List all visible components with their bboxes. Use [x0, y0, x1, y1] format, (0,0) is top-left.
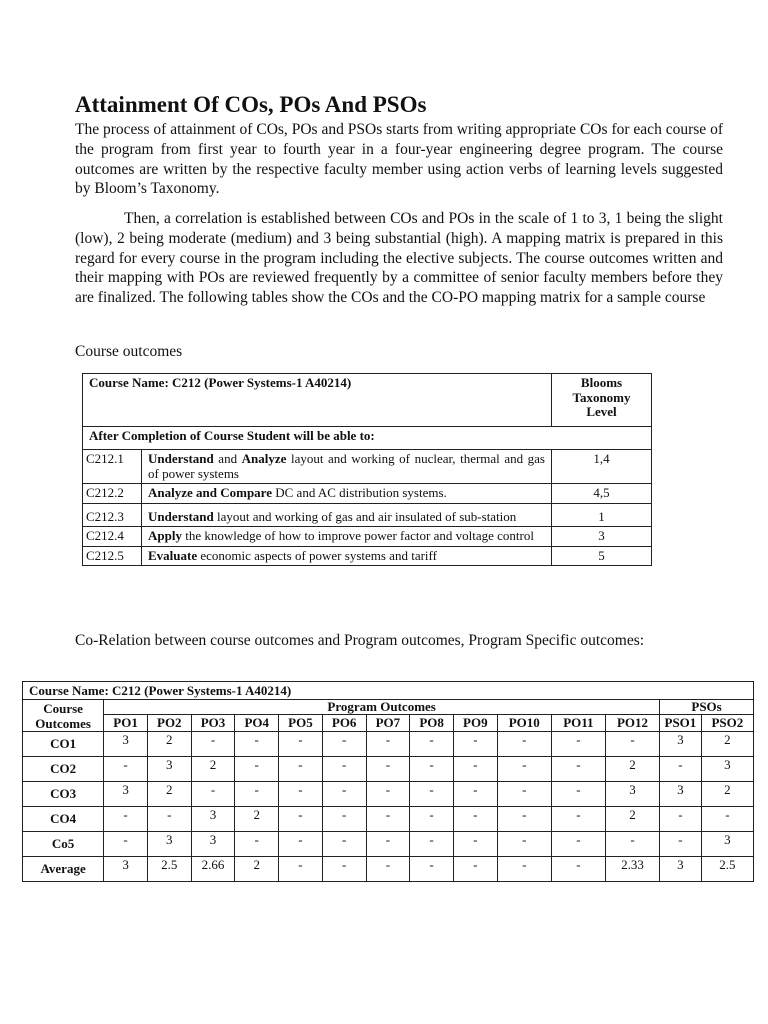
co-description-text: economic aspects of power systems and tariff — [197, 547, 437, 563]
co-action-verb: Understand — [148, 451, 214, 466]
mapping-cell: - — [551, 732, 605, 757]
page-title: Attainment Of COs, POs And PSOs — [75, 92, 427, 117]
co-description — [142, 546, 552, 566]
mapping-cell: - — [235, 757, 279, 782]
mapping-cell: - — [322, 832, 366, 857]
mapping-cell: - — [497, 832, 551, 857]
mapping-cell: - — [497, 732, 551, 757]
column-header-po10: PO10 — [497, 715, 551, 732]
after-completion-text: After Completion of Course Student will be able to: — [83, 427, 652, 450]
mapping-cell: - — [279, 832, 323, 857]
mapping-cell: 3 — [147, 832, 191, 857]
mapping-cell: - — [235, 732, 279, 757]
mapping-cell: - — [104, 807, 148, 832]
mapping-cell: - — [279, 807, 323, 832]
mapping-cell: 2 — [605, 757, 659, 782]
mapping-cell: 3 — [701, 757, 753, 782]
mapping-cell: 3 — [191, 832, 235, 857]
mapping-cell: - — [322, 807, 366, 832]
intro-paragraph: The process of attainment of COs, POs and PSOs starts from writing appropriate COs for each course of the program from first year to fourth year in a four-year engineering degree program. The course outcomes are written by the respective faculty member using action verbs of learning levels suggested by Bloom’s Taxonomy. — [75, 121, 723, 198]
co-row — [83, 546, 652, 566]
mapping-row-label: CO3 — [23, 782, 104, 807]
mapping-cell: 3 — [104, 732, 148, 757]
column-header-po7: PO7 — [366, 715, 410, 732]
mapping-row — [23, 832, 754, 857]
mapping-row-label: Co5 — [23, 832, 104, 857]
mapping-row — [23, 757, 754, 782]
co-action-verb: Apply — [148, 528, 182, 543]
mapping-cell: - — [322, 857, 366, 882]
mapping-cell: - — [660, 757, 702, 782]
mapping-cell: - — [497, 782, 551, 807]
mapping-cell: - — [453, 807, 497, 832]
mapping-cell: 3 — [104, 782, 148, 807]
mapping-cell: - — [497, 857, 551, 882]
co-row — [83, 503, 652, 527]
map-course-name: Course Name: C212 (Power Systems-1 A40214) — [23, 682, 754, 700]
co-blooms-level: 4,5 — [552, 484, 652, 504]
mapping-cell: - — [410, 732, 454, 757]
co-row — [83, 484, 652, 504]
mapping-cell: - — [322, 782, 366, 807]
mapping-cell: - — [191, 732, 235, 757]
co-description — [142, 484, 552, 504]
co-description-text: layout and working of nuclear, thermal and gas of power systems — [148, 451, 545, 481]
mapping-cell: 2.5 — [147, 857, 191, 882]
mapping-cell: - — [660, 807, 702, 832]
mapping-cell: 2.33 — [605, 857, 659, 882]
column-header-po12: PO12 — [605, 715, 659, 732]
column-header-pso2: PSO2 — [701, 715, 753, 732]
mapping-cell: - — [453, 757, 497, 782]
mapping-cell: - — [104, 757, 148, 782]
co-action-verb: Evaluate — [148, 547, 198, 563]
course-outcomes-label: Course outcomes — [75, 343, 183, 360]
mapping-cell: 3 — [701, 832, 753, 857]
column-header-po11: PO11 — [551, 715, 605, 732]
co-table-header-row — [83, 374, 652, 427]
co-table-after-row — [83, 427, 652, 450]
co-code: C212.2 — [83, 484, 142, 504]
mapping-cell: 2 — [191, 757, 235, 782]
map-column-header-row — [23, 715, 754, 732]
mapping-cell: 3 — [605, 782, 659, 807]
mapping-row-label: CO2 — [23, 757, 104, 782]
correlation-paragraph: Then, a correlation is established between COs and POs in the scale of 1 to 3, 1 being the slight (low), 2 being moderate (medium) and 3 being substantial (high). A mapping matrix is prepared in this regard for every course in the program including the elective subjects. The course outcomes written and their mapping with POs are reviewed frequently by a committee of senior faculty members before they are finalized. The following tables show the COs and the CO-PO mapping matrix for a sample course — [75, 210, 723, 307]
mapping-cell: 2 — [235, 807, 279, 832]
mapping-cell: - — [279, 782, 323, 807]
co-blooms-level: 5 — [552, 546, 652, 566]
mapping-row — [23, 857, 754, 882]
mapping-row — [23, 807, 754, 832]
co-description — [142, 450, 552, 484]
mapping-cell: 2 — [701, 732, 753, 757]
co-description — [142, 503, 552, 527]
column-header-po4: PO4 — [235, 715, 279, 732]
mapping-cell: - — [453, 732, 497, 757]
mapping-cell: - — [551, 807, 605, 832]
column-header-po5: PO5 — [279, 715, 323, 732]
co-course-name: Course Name: C212 (Power Systems-1 A40214) — [83, 374, 552, 427]
co-blooms-level: 3 — [552, 527, 652, 547]
co-connector: and — [213, 451, 242, 466]
column-header-po6: PO6 — [322, 715, 366, 732]
co-po-mapping-table — [22, 681, 754, 882]
mapping-cell: 3 — [147, 757, 191, 782]
mapping-cell: - — [453, 857, 497, 882]
mapping-row-label: CO4 — [23, 807, 104, 832]
map-group-row — [23, 700, 754, 715]
mapping-cell: 2.66 — [191, 857, 235, 882]
map-title-row — [23, 682, 754, 700]
psos-header: PSOs — [660, 700, 754, 715]
mapping-cell: - — [605, 732, 659, 757]
co-description-text: layout and working of gas and air insulated of sub-station — [213, 508, 517, 524]
mapping-cell: - — [279, 857, 323, 882]
co-description-text: the knowledge of how to improve power factor and voltage control — [181, 528, 534, 543]
mapping-cell: - — [104, 832, 148, 857]
column-header-po2: PO2 — [147, 715, 191, 732]
mapping-cell: - — [366, 807, 410, 832]
mapping-cell: - — [410, 807, 454, 832]
mapping-cell: - — [605, 832, 659, 857]
mapping-cell: - — [701, 807, 753, 832]
mapping-cell: - — [366, 857, 410, 882]
mapping-cell: 2.5 — [701, 857, 753, 882]
mapping-cell: 3 — [660, 857, 702, 882]
co-description — [142, 527, 552, 547]
mapping-cell: 2 — [147, 782, 191, 807]
mapping-cell: - — [551, 857, 605, 882]
co-row — [83, 527, 652, 547]
mapping-cell: - — [191, 782, 235, 807]
mapping-row-label: Average — [23, 857, 104, 882]
mapping-cell: - — [551, 832, 605, 857]
mapping-cell: - — [235, 832, 279, 857]
mapping-cell: - — [279, 732, 323, 757]
co-code: C212.1 — [83, 450, 142, 484]
course-outcomes-table — [82, 373, 652, 566]
column-header-po9: PO9 — [453, 715, 497, 732]
mapping-cell: 3 — [660, 782, 702, 807]
co-blooms-level: 1 — [552, 503, 652, 527]
mapping-cell: - — [366, 782, 410, 807]
mapping-cell: - — [147, 807, 191, 832]
mapping-cell: - — [322, 732, 366, 757]
co-code: C212.3 — [83, 503, 142, 527]
co-code: C212.4 — [83, 527, 142, 547]
mapping-cell: 3 — [191, 807, 235, 832]
mapping-cell: - — [366, 757, 410, 782]
mapping-cell: 2 — [235, 857, 279, 882]
mapping-cell: 3 — [104, 857, 148, 882]
column-header-pso1: PSO1 — [660, 715, 702, 732]
co-action-verb: Analyze and Compare — [148, 485, 272, 500]
mapping-cell: - — [235, 782, 279, 807]
blooms-header: Blooms Taxonomy Level — [552, 374, 652, 427]
mapping-cell: - — [279, 757, 323, 782]
correlation-label: Co-Relation between course outcomes and Program outcomes, Program Specific outcomes: — [75, 632, 645, 649]
course-outcomes-header: Course Outcomes — [23, 700, 104, 732]
mapping-row — [23, 732, 754, 757]
column-header-po3: PO3 — [191, 715, 235, 732]
mapping-cell: - — [660, 832, 702, 857]
mapping-row — [23, 782, 754, 807]
mapping-cell: - — [497, 807, 551, 832]
co-code: C212.5 — [83, 546, 142, 566]
mapping-cell: - — [322, 757, 366, 782]
mapping-cell: - — [410, 857, 454, 882]
co-row — [83, 450, 652, 484]
mapping-cell: - — [453, 832, 497, 857]
co-action-verb-2: Analyze — [241, 451, 287, 466]
mapping-cell: 2 — [147, 732, 191, 757]
mapping-cell: - — [551, 782, 605, 807]
mapping-cell: 2 — [605, 807, 659, 832]
mapping-cell: - — [497, 757, 551, 782]
co-blooms-level: 1,4 — [552, 450, 652, 484]
mapping-cell: - — [453, 782, 497, 807]
program-outcomes-header: Program Outcomes — [104, 700, 660, 715]
co-description-text: DC and AC distribution systems. — [271, 485, 447, 500]
mapping-cell: 3 — [660, 732, 702, 757]
mapping-cell: - — [366, 732, 410, 757]
co-action-verb: Understand — [148, 508, 214, 524]
mapping-row-label: CO1 — [23, 732, 104, 757]
column-header-po8: PO8 — [410, 715, 454, 732]
mapping-cell: - — [410, 757, 454, 782]
column-header-po1: PO1 — [104, 715, 148, 732]
mapping-cell: 2 — [701, 782, 753, 807]
mapping-cell: - — [410, 832, 454, 857]
mapping-cell: - — [366, 832, 410, 857]
mapping-cell: - — [410, 782, 454, 807]
mapping-cell: - — [551, 757, 605, 782]
